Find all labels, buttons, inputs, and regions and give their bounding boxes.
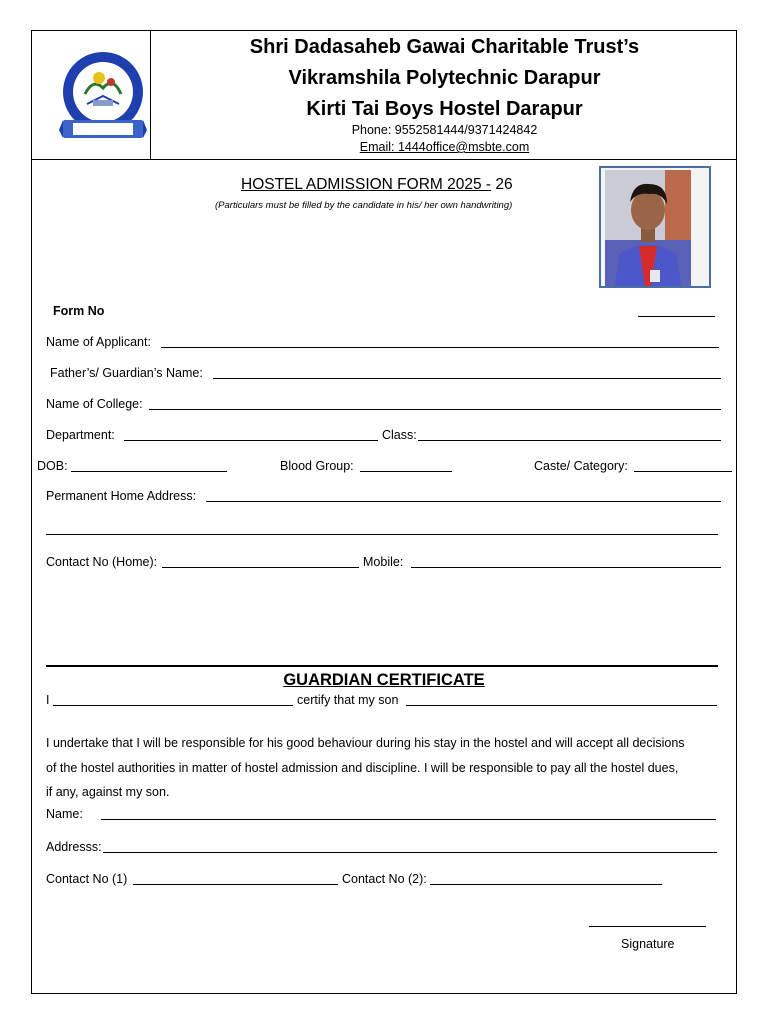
applicant-name-label: Name of Applicant:: [46, 335, 151, 349]
mobile-field[interactable]: [411, 567, 721, 568]
trust-name: Shri Dadasaheb Gawai Charitable Trust’s: [249, 36, 640, 58]
dob-label: DOB:: [37, 459, 68, 473]
permanent-address-field[interactable]: [206, 501, 721, 502]
form-no-line[interactable]: [638, 316, 715, 317]
phone-number: Phone: 9552581444/9371424842: [351, 123, 538, 137]
contact-home-label: Contact No (Home):: [46, 555, 158, 569]
email-text: Email: 1444office@msbte.com: [359, 140, 530, 154]
blood-group-field[interactable]: [360, 471, 452, 472]
guardian-address-label: Addresss:: [46, 840, 102, 854]
guardian-certificate-title: [0, 671, 768, 690]
contact-home-field[interactable]: [162, 567, 359, 568]
section-divider: [46, 665, 718, 667]
father-guardian-name-label: Father’s/ Guardian’s Name:: [50, 366, 203, 380]
father-guardian-name-field[interactable]: [213, 378, 721, 379]
dob-field[interactable]: [71, 471, 227, 472]
caste-category-label: Caste/ Category:: [534, 459, 628, 473]
institute-logo-icon: [59, 48, 147, 144]
form-title-suffix: 26: [491, 176, 513, 193]
polytechnic-name: Vikramshila Polytechnic Darapur: [288, 67, 601, 89]
logo-cell: [31, 30, 151, 159]
contact-1-field[interactable]: [133, 884, 338, 885]
form-title: [241, 176, 513, 194]
permanent-address-label: Permanent Home Address:: [46, 489, 197, 503]
undertaking-paragraph: [46, 731, 726, 805]
department-field[interactable]: [124, 440, 378, 441]
form-subtitle: (Particulars must be filled by the candidate in his/ her own handwriting): [215, 200, 513, 211]
applicant-photo: [599, 166, 711, 288]
department-label: Department:: [46, 428, 115, 442]
college-name-field[interactable]: [149, 409, 721, 410]
signature-line[interactable]: [589, 926, 706, 927]
permanent-address-field-line2[interactable]: [46, 534, 718, 535]
contact-2-label: Contact No (2):: [342, 872, 427, 886]
contact-2-field[interactable]: [430, 884, 662, 885]
guardian-i-label: I: [46, 693, 50, 707]
college-name-label: Name of College:: [46, 397, 143, 411]
guardian-certificate-title-text: GUARDIAN CERTIFICATE: [283, 671, 485, 689]
guardian-name-field[interactable]: [101, 819, 716, 820]
caste-category-field[interactable]: [634, 471, 732, 472]
form-title-main: HOSTEL ADMISSION FORM 2025 -: [241, 176, 492, 193]
undertaking-line-2: of the hostel authorities in matter of hostel admission and discipline. I will be responsible to pay all the hostel dues,: [46, 760, 679, 775]
undertaking-line-3: if any, against my son.: [46, 785, 170, 799]
signature-label: Signature: [621, 937, 675, 951]
guardian-name-inline-field[interactable]: [53, 705, 293, 706]
class-label: Class:: [382, 428, 417, 442]
applicant-name-field[interactable]: [161, 347, 719, 348]
son-name-field[interactable]: [406, 705, 717, 706]
applicant-photo-icon: [605, 170, 691, 286]
certify-label: certify that my son: [297, 693, 399, 707]
class-field[interactable]: [418, 440, 721, 441]
contact-1-label: Contact No (1): [46, 872, 128, 886]
letterhead: [31, 30, 737, 160]
blood-group-label: Blood Group:: [280, 459, 354, 473]
form-no-label: Form No: [53, 304, 105, 318]
undertaking-line-1: I undertake that I will be responsible for his good behaviour during his stay in the hostel and will accept all decisions: [46, 736, 685, 750]
guardian-address-field[interactable]: [103, 852, 717, 853]
guardian-name-label: Name:: [46, 807, 83, 821]
mobile-label: Mobile:: [363, 555, 404, 569]
hostel-name: Kirti Tai Boys Hostel Darapur: [306, 98, 583, 120]
email-address: [152, 140, 737, 154]
